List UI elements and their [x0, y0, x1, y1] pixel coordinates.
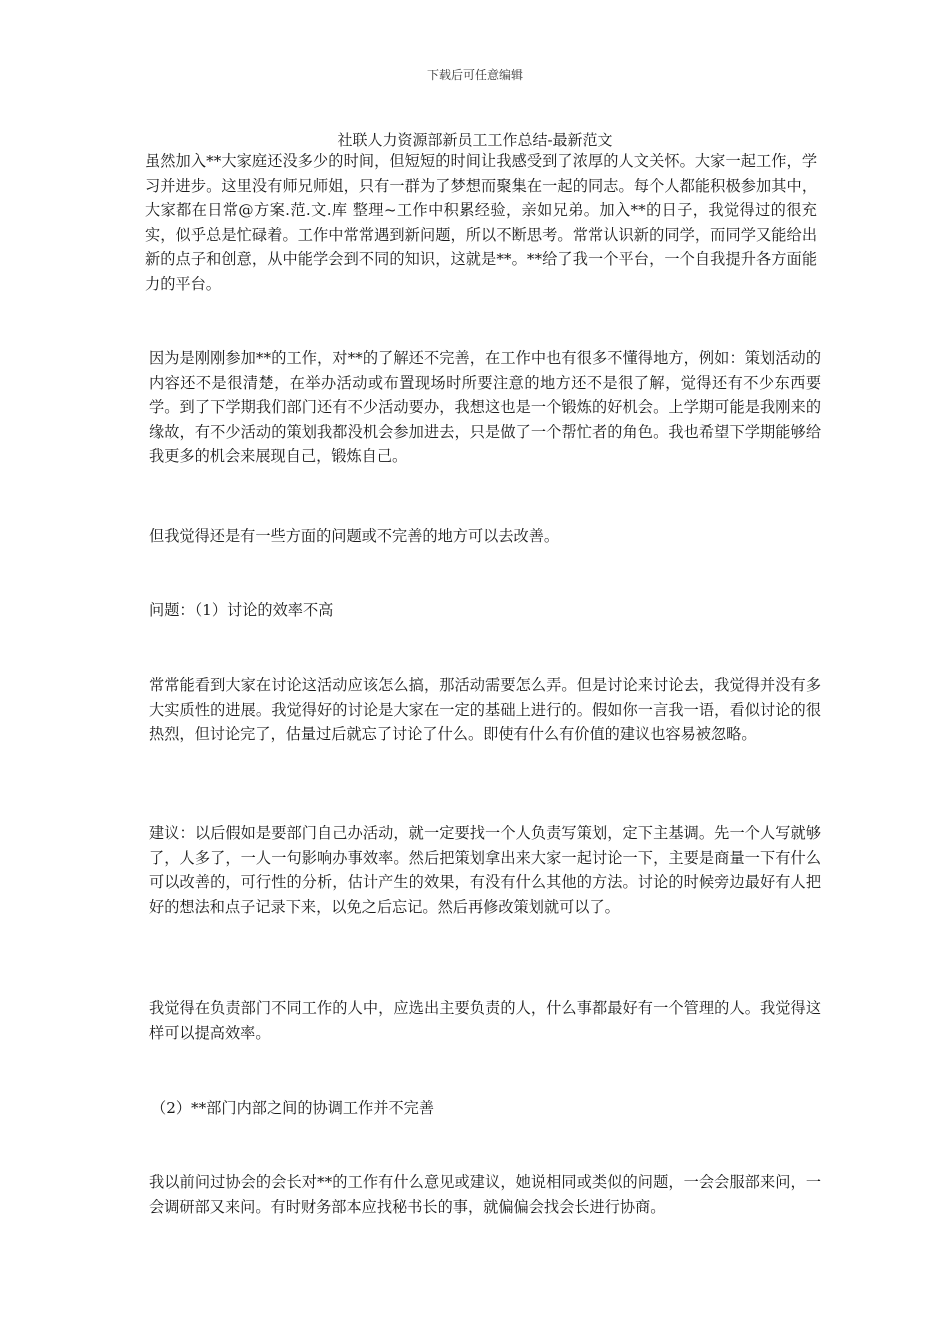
- document-title: 社联人力资源部新员工工作总结-最新范文: [337, 131, 613, 149]
- page-header-note: 下载后可任意编辑: [426, 68, 523, 82]
- paragraph-reflection: 因为是刚刚参加**的工作，对**的了解还不完善，在工作中也有很多不懂得地方，例如：策划活动的内容还不是很清楚，在举办活动或布置现场时所要注意的地方还不是很了解，觉得还有不少东西要学。到了下学期我们部门还有不少活动要办，我想这也是一个锻炼的好机会。上学期可能是我刚来的缘故，有不少活动的策划我都没机会参加进去，只是做了一个帮忙者的角色。我也希望下学期能够给我更多的机会来展现自己，锻炼自己。: [149, 349, 821, 465]
- paragraph-efficiency: 我觉得在负责部门不同工作的人中，应选出主要负责的人，什么事都最好有一个管理的人。我觉得这样可以提高效率。: [149, 999, 821, 1042]
- paragraph-suggestion: 建议：以后假如是要部门自己办活动，就一定要找一个人负责写策划，定下主基调。先一个人写就够了，人多了，一人一句影响办事效率。然后把策划拿出来大家一起讨论一下，主要是商量一下有什么可以改善的，可行性的分析，估计产生的效果，有没有什么其他的方法。讨论的时候旁边最好有人把好的想法和点子记录下来，以免之后忘记。然后再修改策划就可以了。: [149, 824, 821, 916]
- heading-problem-2: （2）**部门内部之间的协调工作并不完善: [151, 1099, 435, 1117]
- paragraph-problem-1-detail: 常常能看到大家在讨论这活动应该怎么搞，那活动需要怎么弄。但是讨论来讨论去，我觉得并没有多大实质性的进展。我觉得好的讨论是大家在一定的基础上进行的。假如你一言我一语，看似讨论的很热烈，但讨论完了，估量过后就忘了讨论了什么。即使有什么有价值的建议也容易被忽略。: [149, 676, 821, 743]
- heading-problem-1: 问题：（1）讨论的效率不高: [149, 601, 334, 619]
- paragraph-problem-2-detail: 我以前问过协会的会长对**的工作有什么意见或建议，她说相同或类似的问题，一会会服部来问，一会调研部又来问。有时财务部本应找秘书长的事，就偏偏会找会长进行协商。: [149, 1173, 821, 1216]
- paragraph-intro: 虽然加入**大家庭还没多少的时间，但短短的时间让我感受到了浓厚的人文关怀。大家一起工作，学习并进步。这里没有师兄师姐，只有一群为了梦想而聚集在一起的同志。每个人都能积极参加其中，大家都在日常@方案.范.文.库 整理~工作中积累经验，亲如兄弟。加入**的日子，我觉得过的很充实，似乎总是忙碌着。工作中常常遇到新问题，所以不断思考。常常认识新的同学，而同学又能给出新的点子和创意，从中能学会到不同的知识，这就是**。**给了我一个平台，一个自我提升各方面能力的平台。: [145, 152, 817, 293]
- paragraph-transition: 但我觉得还是有一些方面的问题或不完善的地方可以去改善。: [149, 527, 560, 545]
